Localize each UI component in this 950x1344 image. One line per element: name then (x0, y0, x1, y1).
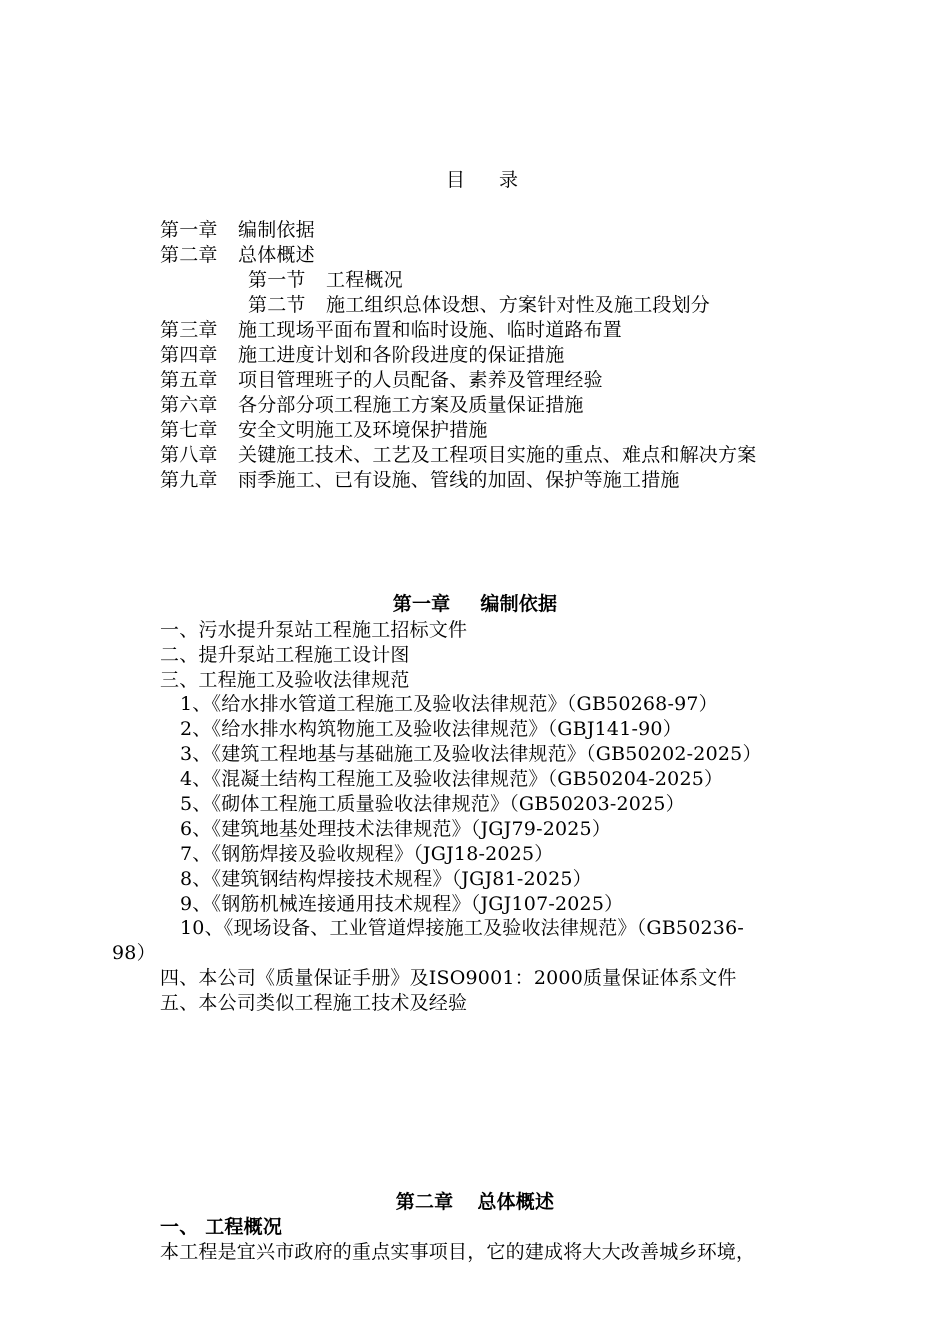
chapter-2-title: 总体概述 (477, 1191, 555, 1213)
toc-entry-chapter-4[interactable] (160, 343, 564, 367)
chapter-2-heading (0, 1190, 950, 1214)
toc-chapter-label: 第五章 (160, 369, 218, 391)
standard-ref-6: 6、《建筑地基处理技术法律规范》（JGJ79-2025） (180, 818, 612, 840)
basis-item-1: 一、污水提升泵站工程施工招标文件 (160, 619, 468, 641)
standard-ref-8: 8、《建筑钢结构焊接技术规程》（JGJ81-2025） (180, 868, 592, 890)
toc-entry-chapter-5[interactable] (160, 368, 603, 392)
toc-section-label: 第二节 (248, 294, 306, 316)
chapter-1-label: 第一章 (392, 593, 451, 615)
standard-ref-1: 1、《给水排水管道工程施工及验收法律规范》（GB50268-97） (180, 693, 718, 715)
standard-ref-7: 7、《钢筋焊接及验收规程》（JGJ18-2025） (180, 843, 554, 865)
toc-chapter-text: 总体概述 (238, 244, 315, 266)
toc-entry-section-2[interactable] (248, 293, 710, 317)
toc-entry-chapter-3[interactable] (160, 318, 622, 342)
toc-chapter-label: 第四章 (160, 344, 218, 366)
toc-entry-chapter-9[interactable] (160, 468, 680, 492)
standard-ref-9: 9、《钢筋机械连接通用技术规程》（JGJ107-2025） (180, 893, 624, 915)
toc-chapter-label: 第一章 (160, 219, 218, 241)
toc-chapter-text: 编制依据 (238, 219, 315, 241)
toc-chapter-label: 第三章 (160, 319, 218, 341)
chapter-1-heading (0, 592, 950, 616)
standard-ref-4: 4、《混凝土结构工程施工及验收法律规范》（GB50204-2025） (180, 768, 724, 790)
body-paragraph: 本工程是宜兴市政府的重点实事项目，它的建成将大大改善城乡环境， (160, 1241, 756, 1263)
toc-entry-section-1[interactable] (248, 268, 403, 292)
section-1-heading: 一、 工程概况 (160, 1216, 283, 1238)
chapter-1-title: 编制依据 (480, 593, 558, 615)
toc-section-text: 工程概况 (326, 269, 403, 291)
toc-entry-chapter-7[interactable] (160, 418, 488, 442)
toc-chapter-label: 第六章 (160, 394, 218, 416)
toc-chapter-text: 各分部分项工程施工方案及质量保证措施 (238, 394, 584, 416)
toc-chapter-text: 雨季施工、已有设施、管线的加固、保护等施工措施 (238, 469, 680, 491)
standard-ref-2: 2、《给水排水构筑物施工及验收法律规范》（GBJ141-90） (180, 718, 682, 740)
toc-chapter-label: 第九章 (160, 469, 218, 491)
toc-entry-chapter-8[interactable] (160, 443, 756, 467)
chapter-2-label: 第二章 (395, 1191, 454, 1213)
toc-chapter-text: 安全文明施工及环境保护措施 (238, 419, 488, 441)
basis-item-4: 四、本公司《质量保证手册》及ISO9001：2000质量保证体系文件 (160, 967, 737, 989)
standard-ref-10-line-1: 10、《现场设备、工业管道焊接施工及验收法律规范》（GB50236- (180, 917, 744, 939)
toc-entry-chapter-6[interactable] (160, 393, 584, 417)
standard-ref-3: 3、《建筑工程地基与基础施工及验收法律规范》（GB50202-2025） (180, 743, 762, 765)
toc-chapter-text: 项目管理班子的人员配备、素养及管理经验 (238, 369, 603, 391)
toc-entry-chapter-1[interactable] (160, 218, 315, 242)
toc-chapter-label: 第七章 (160, 419, 218, 441)
basis-item-3: 三、工程施工及验收法律规范 (160, 669, 410, 691)
basis-item-5: 五、本公司类似工程施工技术及经验 (160, 992, 468, 1014)
toc-chapter-text: 关键施工技术、工艺及工程项目实施的重点、难点和解决方案 (238, 444, 757, 466)
standard-ref-5: 5、《砌体工程施工质量验收法律规范》（GB50203-2025） (180, 793, 685, 815)
toc-chapter-label: 第八章 (160, 444, 218, 466)
toc-chapter-label: 第二章 (160, 244, 218, 266)
toc-chapter-text: 施工进度计划和各阶段进度的保证措施 (238, 344, 565, 366)
basis-item-2: 二、提升泵站工程施工设计图 (160, 644, 410, 666)
toc-title: 目 录 (445, 169, 533, 191)
toc-section-text: 施工组织总体设想、方案针对性及施工段划分 (326, 294, 711, 316)
toc-chapter-text: 施工现场平面布置和临时设施、临时道路布置 (238, 319, 623, 341)
standard-ref-10-line-2: 98） (112, 942, 156, 964)
toc-section-label: 第一节 (248, 269, 306, 291)
toc-entry-chapter-2[interactable] (160, 243, 315, 267)
